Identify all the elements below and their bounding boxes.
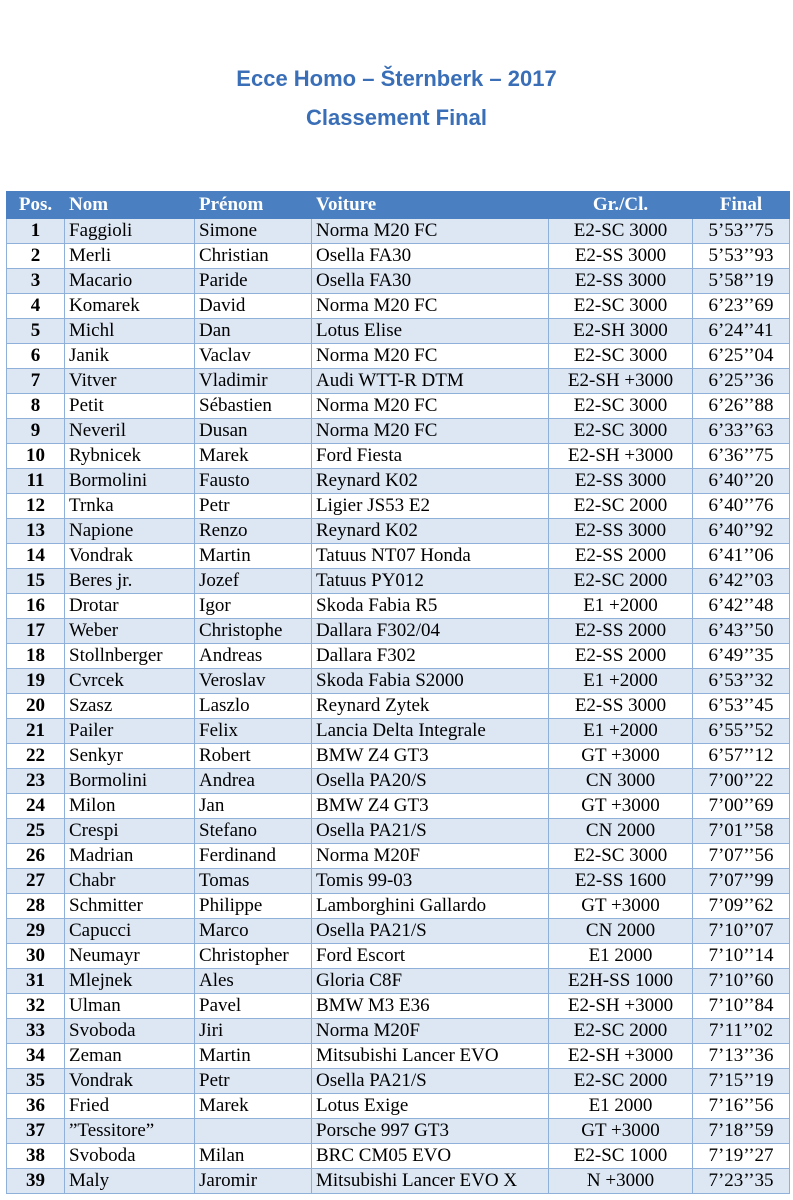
cell-prenom: Sébastien <box>195 394 312 419</box>
cell-group: E2-SS 3000 <box>549 694 693 719</box>
cell-voiture: Skoda Fabia R5 <box>312 594 549 619</box>
cell-voiture: Reynard K02 <box>312 469 549 494</box>
cell-group: E2-SC 2000 <box>549 1019 693 1044</box>
cell-final: 6’33’’63 <box>693 419 790 444</box>
cell-pos: 5 <box>7 319 65 344</box>
table-row <box>7 819 790 844</box>
cell-group: E2-SC 2000 <box>549 494 693 519</box>
cell-prenom: Felix <box>195 719 312 744</box>
cell-pos: 2 <box>7 244 65 269</box>
cell-pos: 31 <box>7 969 65 994</box>
table-row <box>7 269 790 294</box>
cell-nom: Faggioli <box>65 219 195 244</box>
cell-prenom: Martin <box>195 1044 312 1069</box>
table-row <box>7 394 790 419</box>
table-row <box>7 1044 790 1069</box>
cell-nom: Macario <box>65 269 195 294</box>
cell-pos: 23 <box>7 769 65 794</box>
cell-voiture: Norma M20F <box>312 1019 549 1044</box>
cell-voiture: Lamborghini Gallardo <box>312 894 549 919</box>
cell-voiture: Reynard K02 <box>312 519 549 544</box>
cell-voiture: Ford Fiesta <box>312 444 549 469</box>
cell-prenom: Simone <box>195 219 312 244</box>
cell-group: E2-SS 3000 <box>549 269 693 294</box>
cell-final: 6’42’’48 <box>693 594 790 619</box>
cell-pos: 14 <box>7 544 65 569</box>
cell-pos: 36 <box>7 1094 65 1119</box>
cell-group: E2-SS 2000 <box>549 544 693 569</box>
cell-pos: 28 <box>7 894 65 919</box>
cell-final: 6’40’’20 <box>693 469 790 494</box>
cell-prenom <box>195 1119 312 1144</box>
table-row <box>7 894 790 919</box>
cell-nom: Senkyr <box>65 744 195 769</box>
cell-group: E2-SH +3000 <box>549 369 693 394</box>
cell-final: 6’26’’88 <box>693 394 790 419</box>
table-row <box>7 619 790 644</box>
cell-final: 6’40’’76 <box>693 494 790 519</box>
table-row <box>7 1169 790 1194</box>
cell-final: 7’00’’22 <box>693 769 790 794</box>
cell-voiture: Gloria C8F <box>312 969 549 994</box>
cell-prenom: Andreas <box>195 644 312 669</box>
cell-nom: Drotar <box>65 594 195 619</box>
cell-group: GT +3000 <box>549 794 693 819</box>
cell-group: E2-SH +3000 <box>549 994 693 1019</box>
table-row <box>7 919 790 944</box>
cell-final: 6’42’’03 <box>693 569 790 594</box>
cell-prenom: Stefano <box>195 819 312 844</box>
cell-final: 7’10’’14 <box>693 944 790 969</box>
cell-pos: 19 <box>7 669 65 694</box>
cell-final: 7’23’’35 <box>693 1169 790 1194</box>
cell-voiture: Ford Escort <box>312 944 549 969</box>
cell-nom: Napione <box>65 519 195 544</box>
cell-prenom: Veroslav <box>195 669 312 694</box>
cell-final: 7’15’’19 <box>693 1069 790 1094</box>
header-pos: Pos. <box>7 192 65 219</box>
cell-final: 6’49’’35 <box>693 644 790 669</box>
cell-pos: 35 <box>7 1069 65 1094</box>
cell-group: E2H-SS 1000 <box>549 969 693 994</box>
cell-final: 7’07’’56 <box>693 844 790 869</box>
cell-prenom: Jan <box>195 794 312 819</box>
cell-final: 7’09’’62 <box>693 894 790 919</box>
cell-prenom: David <box>195 294 312 319</box>
cell-nom: Maly <box>65 1169 195 1194</box>
cell-nom: Ulman <box>65 994 195 1019</box>
cell-nom: Schmitter <box>65 894 195 919</box>
cell-voiture: BMW Z4 GT3 <box>312 794 549 819</box>
cell-prenom: Petr <box>195 1069 312 1094</box>
cell-pos: 8 <box>7 394 65 419</box>
cell-group: E2-SC 2000 <box>549 569 693 594</box>
cell-nom: Stollnberger <box>65 644 195 669</box>
cell-final: 7’01’’58 <box>693 819 790 844</box>
cell-final: 7’13’’36 <box>693 1044 790 1069</box>
cell-final: 7’16’’56 <box>693 1094 790 1119</box>
cell-group: E2-SS 3000 <box>549 469 693 494</box>
cell-pos: 32 <box>7 994 65 1019</box>
cell-voiture: Skoda Fabia S2000 <box>312 669 549 694</box>
cell-prenom: Andrea <box>195 769 312 794</box>
cell-group: CN 3000 <box>549 769 693 794</box>
cell-nom: Neveril <box>65 419 195 444</box>
cell-group: E1 +2000 <box>549 669 693 694</box>
cell-nom: Svoboda <box>65 1019 195 1044</box>
cell-final: 7’10’’07 <box>693 919 790 944</box>
cell-pos: 16 <box>7 594 65 619</box>
cell-pos: 30 <box>7 944 65 969</box>
cell-group: CN 2000 <box>549 819 693 844</box>
cell-group: E1 +2000 <box>549 719 693 744</box>
table-row <box>7 644 790 669</box>
cell-voiture: Audi WTT-R DTM <box>312 369 549 394</box>
cell-group: E2-SC 2000 <box>549 1069 693 1094</box>
cell-nom: Cvrcek <box>65 669 195 694</box>
table-row <box>7 469 790 494</box>
cell-final: 6’24’’41 <box>693 319 790 344</box>
cell-final: 6’36’’75 <box>693 444 790 469</box>
header-voiture: Voiture <box>312 192 549 219</box>
cell-voiture: Norma M20 FC <box>312 394 549 419</box>
table-row <box>7 319 790 344</box>
cell-prenom: Igor <box>195 594 312 619</box>
cell-nom: Fried <box>65 1094 195 1119</box>
table-row <box>7 594 790 619</box>
table-row <box>7 1069 790 1094</box>
table-row <box>7 969 790 994</box>
cell-prenom: Martin <box>195 544 312 569</box>
cell-voiture: Osella PA21/S <box>312 919 549 944</box>
cell-nom: Neumayr <box>65 944 195 969</box>
cell-voiture: Norma M20F <box>312 844 549 869</box>
cell-pos: 34 <box>7 1044 65 1069</box>
table-row <box>7 844 790 869</box>
cell-pos: 3 <box>7 269 65 294</box>
table-row <box>7 1144 790 1169</box>
table-row <box>7 869 790 894</box>
cell-final: 6’43’’50 <box>693 619 790 644</box>
cell-final: 6’55’’52 <box>693 719 790 744</box>
cell-prenom: Ferdinand <box>195 844 312 869</box>
cell-prenom: Fausto <box>195 469 312 494</box>
cell-voiture: Norma M20 FC <box>312 219 549 244</box>
cell-final: 6’57’’12 <box>693 744 790 769</box>
cell-nom: Merli <box>65 244 195 269</box>
header-group: Gr./Cl. <box>549 192 693 219</box>
cell-group: E2-SS 3000 <box>549 519 693 544</box>
cell-pos: 38 <box>7 1144 65 1169</box>
cell-pos: 37 <box>7 1119 65 1144</box>
cell-voiture: Ligier JS53 E2 <box>312 494 549 519</box>
cell-group: E1 +2000 <box>549 594 693 619</box>
cell-final: 7’11’’02 <box>693 1019 790 1044</box>
cell-final: 6’25’’04 <box>693 344 790 369</box>
cell-final: 7’18’’59 <box>693 1119 790 1144</box>
cell-group: N +3000 <box>549 1169 693 1194</box>
cell-group: E2-SC 3000 <box>549 219 693 244</box>
cell-nom: Chabr <box>65 869 195 894</box>
cell-prenom: Milan <box>195 1144 312 1169</box>
cell-group: GT +3000 <box>549 744 693 769</box>
cell-voiture: Norma M20 FC <box>312 419 549 444</box>
cell-pos: 17 <box>7 619 65 644</box>
table-row <box>7 494 790 519</box>
cell-group: E2-SC 3000 <box>549 844 693 869</box>
cell-nom: Bormolini <box>65 769 195 794</box>
cell-voiture: Norma M20 FC <box>312 344 549 369</box>
cell-nom: Vitver <box>65 369 195 394</box>
cell-voiture: Osella FA30 <box>312 244 549 269</box>
cell-pos: 7 <box>7 369 65 394</box>
table-row <box>7 294 790 319</box>
table-row <box>7 744 790 769</box>
cell-prenom: Jiri <box>195 1019 312 1044</box>
cell-nom: Szasz <box>65 694 195 719</box>
cell-prenom: Marek <box>195 1094 312 1119</box>
table-row <box>7 669 790 694</box>
cell-pos: 15 <box>7 569 65 594</box>
cell-group: CN 2000 <box>549 919 693 944</box>
cell-nom: Mlejnek <box>65 969 195 994</box>
table-row <box>7 719 790 744</box>
cell-group: E2-SH +3000 <box>549 1044 693 1069</box>
cell-pos: 21 <box>7 719 65 744</box>
cell-pos: 6 <box>7 344 65 369</box>
cell-prenom: Christophe <box>195 619 312 644</box>
cell-pos: 29 <box>7 919 65 944</box>
table-row <box>7 519 790 544</box>
cell-nom: Petit <box>65 394 195 419</box>
cell-voiture: Reynard Zytek <box>312 694 549 719</box>
cell-nom: Michl <box>65 319 195 344</box>
table-row <box>7 694 790 719</box>
cell-group: E2-SC 1000 <box>549 1144 693 1169</box>
cell-pos: 18 <box>7 644 65 669</box>
cell-nom: Beres jr. <box>65 569 195 594</box>
cell-voiture: Osella PA20/S <box>312 769 549 794</box>
cell-voiture: Porsche 997 GT3 <box>312 1119 549 1144</box>
table-row <box>7 344 790 369</box>
cell-group: E2-SS 2000 <box>549 619 693 644</box>
table-row <box>7 544 790 569</box>
cell-voiture: Tatuus PY012 <box>312 569 549 594</box>
cell-final: 6’41’’06 <box>693 544 790 569</box>
cell-voiture: Osella PA21/S <box>312 819 549 844</box>
cell-voiture: Tatuus NT07 Honda <box>312 544 549 569</box>
cell-group: E2-SS 1600 <box>549 869 693 894</box>
cell-prenom: Vaclav <box>195 344 312 369</box>
table-row <box>7 444 790 469</box>
cell-pos: 9 <box>7 419 65 444</box>
cell-nom: Crespi <box>65 819 195 844</box>
cell-group: E2-SC 3000 <box>549 344 693 369</box>
cell-prenom: Christopher <box>195 944 312 969</box>
cell-nom: Bormolini <box>65 469 195 494</box>
cell-final: 7’10’’84 <box>693 994 790 1019</box>
cell-voiture: Norma M20 FC <box>312 294 549 319</box>
cell-voiture: Dallara F302 <box>312 644 549 669</box>
table-row <box>7 994 790 1019</box>
cell-voiture: BMW M3 E36 <box>312 994 549 1019</box>
cell-prenom: Marek <box>195 444 312 469</box>
cell-group: E2-SS 2000 <box>549 644 693 669</box>
cell-final: 7’19’’27 <box>693 1144 790 1169</box>
cell-prenom: Petr <box>195 494 312 519</box>
cell-group: E2-SH 3000 <box>549 319 693 344</box>
cell-group: E2-SH +3000 <box>549 444 693 469</box>
cell-group: E2-SC 3000 <box>549 294 693 319</box>
table-row <box>7 569 790 594</box>
table-row <box>7 794 790 819</box>
table-row <box>7 1094 790 1119</box>
cell-nom: Capucci <box>65 919 195 944</box>
cell-nom: Milon <box>65 794 195 819</box>
cell-voiture: Osella FA30 <box>312 269 549 294</box>
cell-prenom: Vladimir <box>195 369 312 394</box>
table-header-row <box>7 192 790 219</box>
cell-pos: 22 <box>7 744 65 769</box>
cell-final: 6’25’’36 <box>693 369 790 394</box>
cell-prenom: Renzo <box>195 519 312 544</box>
cell-pos: 39 <box>7 1169 65 1194</box>
table-row <box>7 1119 790 1144</box>
cell-pos: 10 <box>7 444 65 469</box>
cell-group: GT +3000 <box>549 894 693 919</box>
cell-nom: Komarek <box>65 294 195 319</box>
table-row <box>7 244 790 269</box>
page-subtitle: Classement Final <box>306 105 487 130</box>
cell-final: 7’07’’99 <box>693 869 790 894</box>
table-row <box>7 219 790 244</box>
cell-final: 6’53’’45 <box>693 694 790 719</box>
cell-voiture: Mitsubishi Lancer EVO <box>312 1044 549 1069</box>
cell-final: 5’53’’75 <box>693 219 790 244</box>
cell-pos: 11 <box>7 469 65 494</box>
cell-prenom: Tomas <box>195 869 312 894</box>
cell-final: 6’53’’32 <box>693 669 790 694</box>
cell-voiture: Lancia Delta Integrale <box>312 719 549 744</box>
cell-nom: Rybnicek <box>65 444 195 469</box>
cell-prenom: Robert <box>195 744 312 769</box>
cell-pos: 4 <box>7 294 65 319</box>
table-row <box>7 369 790 394</box>
cell-voiture: Lotus Exige <box>312 1094 549 1119</box>
cell-prenom: Marco <box>195 919 312 944</box>
cell-nom: ”Tessitore” <box>65 1119 195 1144</box>
table-row <box>7 419 790 444</box>
cell-nom: Trnka <box>65 494 195 519</box>
cell-pos: 33 <box>7 1019 65 1044</box>
cell-pos: 24 <box>7 794 65 819</box>
cell-pos: 20 <box>7 694 65 719</box>
cell-final: 6’23’’69 <box>693 294 790 319</box>
header-final: Final <box>693 192 790 219</box>
cell-prenom: Paride <box>195 269 312 294</box>
cell-nom: Weber <box>65 619 195 644</box>
cell-group: E1 2000 <box>549 1094 693 1119</box>
cell-voiture: BMW Z4 GT3 <box>312 744 549 769</box>
cell-group: E2-SC 3000 <box>549 394 693 419</box>
cell-prenom: Jozef <box>195 569 312 594</box>
cell-voiture: Osella PA21/S <box>312 1069 549 1094</box>
cell-group: GT +3000 <box>549 1119 693 1144</box>
cell-prenom: Ales <box>195 969 312 994</box>
cell-pos: 1 <box>7 219 65 244</box>
cell-pos: 26 <box>7 844 65 869</box>
cell-nom: Vondrak <box>65 544 195 569</box>
cell-prenom: Christian <box>195 244 312 269</box>
cell-final: 5’53’’93 <box>693 244 790 269</box>
cell-prenom: Laszlo <box>195 694 312 719</box>
table-row <box>7 1019 790 1044</box>
cell-voiture: Tomis 99-03 <box>312 869 549 894</box>
cell-pos: 25 <box>7 819 65 844</box>
header-prenom: Prénom <box>195 192 312 219</box>
cell-nom: Janik <box>65 344 195 369</box>
cell-final: 6’40’’92 <box>693 519 790 544</box>
cell-pos: 27 <box>7 869 65 894</box>
cell-voiture: Dallara F302/04 <box>312 619 549 644</box>
cell-group: E2-SS 3000 <box>549 244 693 269</box>
cell-prenom: Jaromir <box>195 1169 312 1194</box>
table-row <box>7 944 790 969</box>
cell-nom: Pailer <box>65 719 195 744</box>
cell-nom: Vondrak <box>65 1069 195 1094</box>
cell-pos: 13 <box>7 519 65 544</box>
cell-nom: Zeman <box>65 1044 195 1069</box>
cell-prenom: Dusan <box>195 419 312 444</box>
cell-pos: 12 <box>7 494 65 519</box>
cell-voiture: Mitsubishi Lancer EVO X <box>312 1169 549 1194</box>
cell-voiture: Lotus Elise <box>312 319 549 344</box>
cell-group: E2-SC 3000 <box>549 419 693 444</box>
cell-voiture: BRC CM05 EVO <box>312 1144 549 1169</box>
cell-final: 7’10’’60 <box>693 969 790 994</box>
cell-final: 5’58’’19 <box>693 269 790 294</box>
cell-nom: Madrian <box>65 844 195 869</box>
cell-prenom: Pavel <box>195 994 312 1019</box>
cell-final: 7’00’’69 <box>693 794 790 819</box>
page-title: Ecce Homo – Šternberk – 2017 <box>236 66 557 91</box>
cell-prenom: Dan <box>195 319 312 344</box>
table-row <box>7 769 790 794</box>
header-nom: Nom <box>65 192 195 219</box>
cell-prenom: Philippe <box>195 894 312 919</box>
results-table <box>6 191 790 1194</box>
cell-group: E1 2000 <box>549 944 693 969</box>
cell-nom: Svoboda <box>65 1144 195 1169</box>
